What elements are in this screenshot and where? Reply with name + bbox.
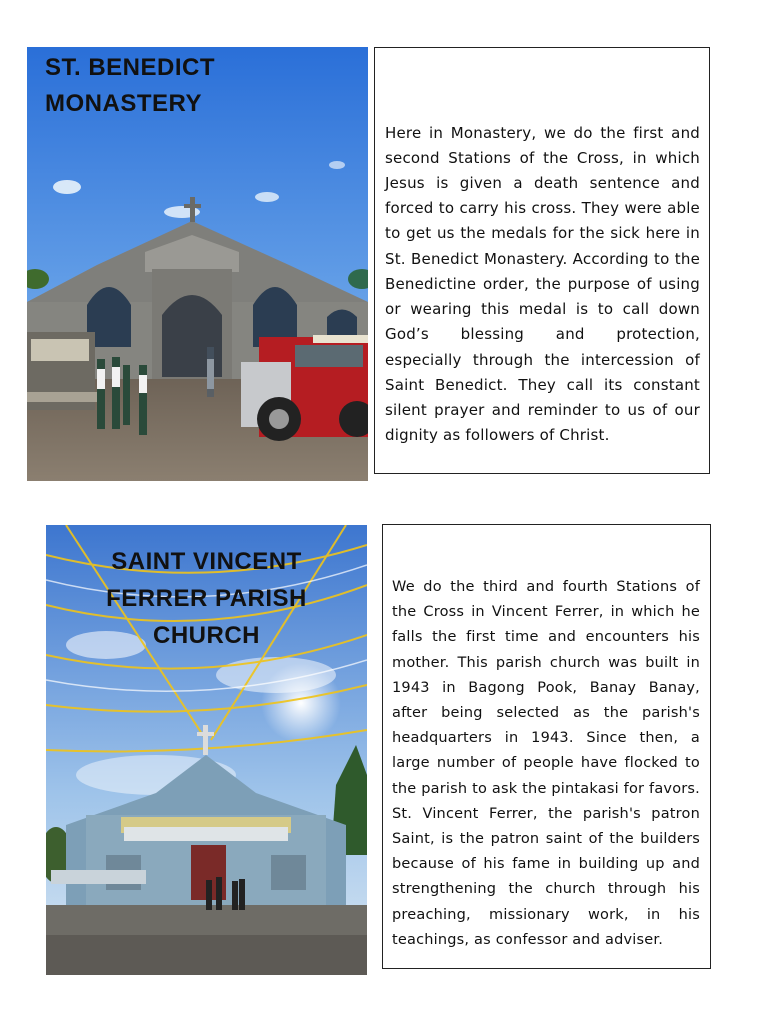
parish-church-title (46, 543, 367, 654)
monastery-description: Here in Monastery, we do the first and second Stations of the Cross, in which Jesus is given a death sentence and forced to carry his cross. They were able to get us the medals for the sick here in St. Benedict Monastery. According to the Benedictine order, the purpose of using or wearing this medal is to call down God’s blessing and protection, especially through the intercession of Saint Benedict. They call its constant silent prayer and reminder to us of our dignity as followers of Christ. (385, 123, 700, 445)
monastery-title (45, 50, 345, 122)
monastery-title-line-2: MONASTERY (45, 90, 202, 117)
monastery-description-box (374, 47, 710, 474)
monastery-photo (27, 47, 368, 481)
parish-church-description-box (382, 524, 711, 969)
parish-church-photo (46, 525, 367, 975)
parish-church-description: We do the third and fourth Stations of the Cross in Vincent Ferrer, in which he falls the first time and encounters his mother. This parish church was built in 1943 in Bagong Pook, Banay Banay, after being selected as the parish's headquarters in 1943. Since then, a large number of people have flocked to the parish to ask the pintakasi for favors. St. Vincent Ferrer, the parish's patron Saint, is the patron saint of the builders because of his fame in building up and strengthening the church through his preaching, missionary work, in his teachings, as confessor and adviser. (392, 578, 700, 948)
parish-church-title-line-1: SAINT VINCENT (111, 548, 302, 575)
parish-church-title-line-2: FERRER PARISH (106, 585, 307, 612)
monastery-title-line-1: ST. BENEDICT (45, 54, 216, 81)
parish-church-title-line-3: CHURCH (153, 622, 260, 649)
